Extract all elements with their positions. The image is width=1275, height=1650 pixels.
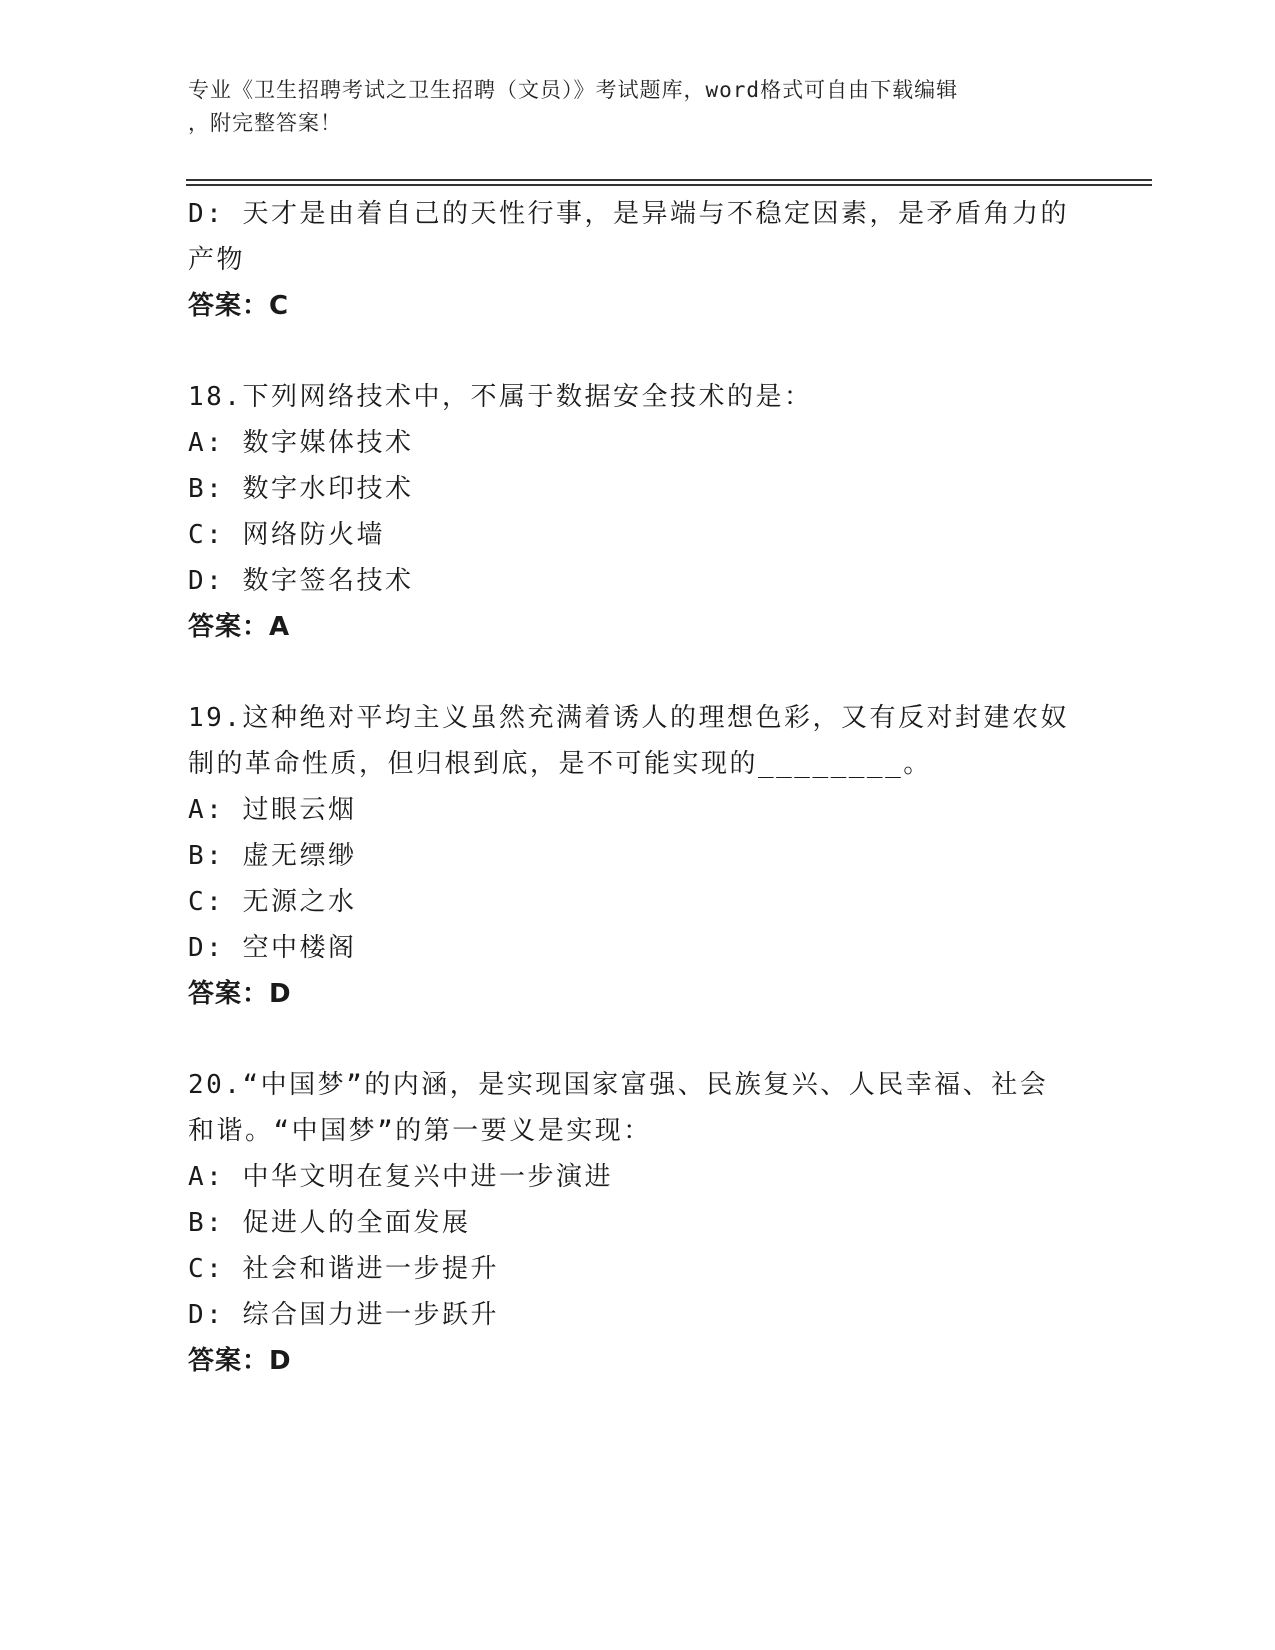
- question-stem: 18.下列网络技术中，不属于数据安全技术的是：: [188, 382, 813, 412]
- option-b: B: 数字水印技术: [188, 474, 414, 504]
- answer-line: 答案：D: [188, 1346, 292, 1376]
- option-c: C: 网络防火墙: [188, 520, 385, 550]
- question-19: [188, 695, 1088, 1017]
- option-a: A: 过眼云烟: [188, 795, 357, 825]
- question-stem-line-2: 和谐。“中国梦”的第一要义是实现：: [188, 1116, 652, 1146]
- question-17-continued: [188, 191, 1088, 329]
- header-divider-bottom: [186, 184, 1152, 186]
- option-c: C: 无源之水: [188, 887, 357, 917]
- option-b: B: 促进人的全面发展: [188, 1208, 471, 1238]
- header-divider-top: [186, 179, 1152, 181]
- option-d-line-1: D: 天才是由着自己的天性行事，是异端与不稳定因素，是矛盾角力的: [188, 199, 1069, 229]
- option-a: A: 数字媒体技术: [188, 428, 414, 458]
- option-d: D: 综合国力进一步跃升: [188, 1300, 499, 1330]
- answer-line: 答案：A: [188, 612, 291, 642]
- question-stem-line-1: 20.“中国梦”的内涵，是实现国家富强、民族复兴、人民幸福、社会: [188, 1070, 1049, 1100]
- question-20: [188, 1062, 1088, 1384]
- option-b: B: 虚无缥缈: [188, 841, 357, 871]
- question-18: [188, 374, 1088, 650]
- header-line-1: 专业《卫生招聘考试之卫生招聘（文员）》考试题库，word格式可自由下载编辑: [188, 78, 959, 102]
- document-header: [188, 74, 1068, 140]
- option-d: D: 数字签名技术: [188, 566, 414, 596]
- header-line-2: ，附完整答案！: [188, 111, 342, 135]
- answer-line: 答案：D: [188, 979, 292, 1009]
- option-c: C: 社会和谐进一步提升: [188, 1254, 499, 1284]
- option-a: A: 中华文明在复兴中进一步演进: [188, 1162, 613, 1192]
- question-list: [188, 191, 1088, 1384]
- question-stem-line-1: 19.这种绝对平均主义虽然充满着诱人的理想色彩，又有反对封建农奴: [188, 703, 1069, 733]
- option-d: D: 空中楼阁: [188, 933, 357, 963]
- question-stem-line-2: 制的革命性质，但归根到底，是不可能实现的________。: [188, 749, 932, 779]
- option-d-line-2: 产物: [188, 245, 246, 275]
- answer-line: 答案：C: [188, 291, 290, 321]
